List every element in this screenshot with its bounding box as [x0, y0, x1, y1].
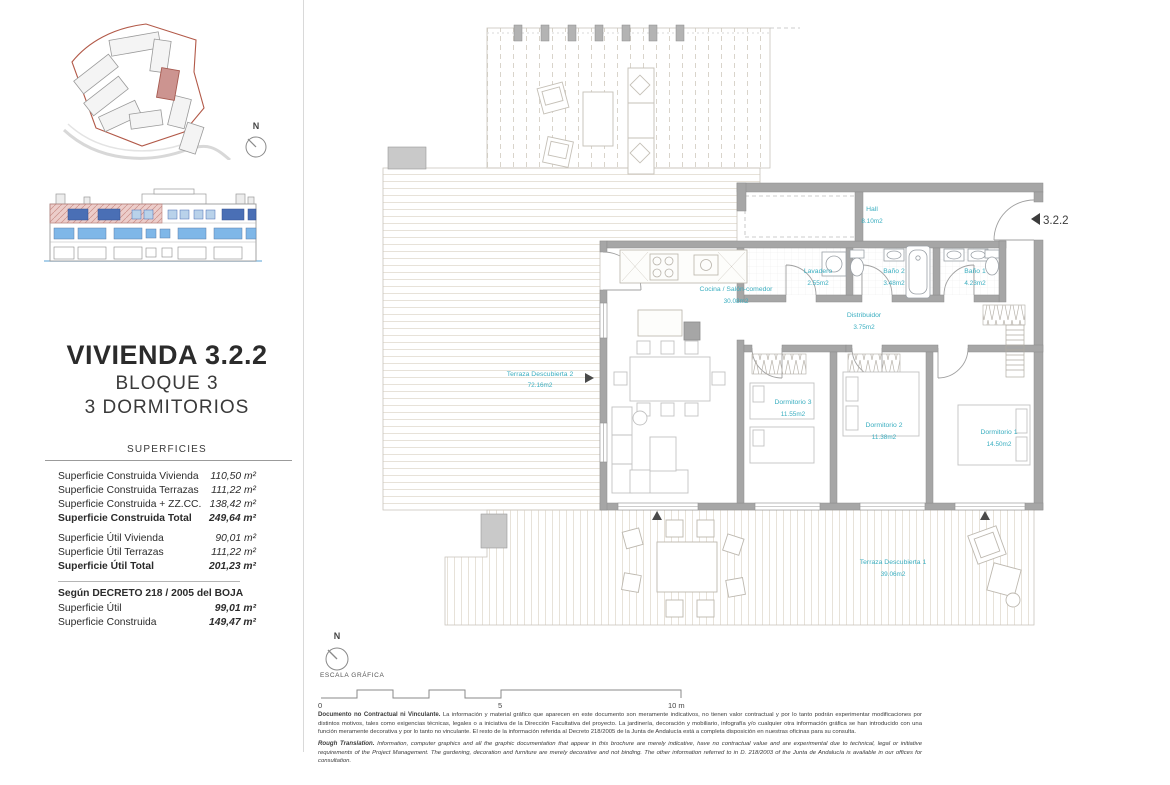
- site-buildings: [74, 32, 204, 154]
- bedrooms-subtitle: 3 DORMITORIOS: [84, 397, 250, 418]
- room-area: 3.48m2: [883, 280, 905, 287]
- table-row: Superficie Útil Terrazas 111,22 m²: [58, 547, 256, 558]
- room-area: 3.75m2: [853, 324, 875, 331]
- entrance-marker: [1031, 213, 1069, 227]
- coffee-table: [650, 437, 676, 471]
- room-area: 8.10m2: [861, 218, 883, 225]
- room-area: 4.23m2: [964, 280, 986, 287]
- scale-tick-10: 10 m: [668, 701, 685, 710]
- indoor-furniture: [612, 341, 1030, 493]
- scale-bar: [310, 684, 710, 710]
- surface-table: [58, 470, 256, 574]
- floor-plan: [330, 10, 1070, 640]
- room-area: 14.50m2: [986, 441, 1012, 448]
- room-label: Dormitorio 3: [774, 399, 812, 406]
- windows-ground-floor: [54, 247, 242, 259]
- room-label: Hall: [866, 206, 878, 213]
- terrace-lower: [445, 510, 1034, 625]
- disclaimer-en-title: Rough Translation.: [318, 740, 375, 747]
- scale-label: ESCALA GRÁFICA: [320, 672, 385, 679]
- room-area: 39.06m2: [880, 571, 906, 578]
- planter-upper: [388, 147, 426, 169]
- north-label-bottom: N: [333, 631, 341, 641]
- scale-tick-0: 0: [318, 701, 323, 710]
- table-row: Superficie Construida + ZZ.CC. 138,42 m²: [58, 499, 256, 510]
- table-row: Superficie Construida Terrazas 111,22 m²: [58, 485, 256, 496]
- block-subtitle: BLOQUE 3: [115, 373, 219, 394]
- table-row: Superficie Construida 149,47 m²: [58, 617, 256, 628]
- kitchen-fixtures: [620, 250, 747, 340]
- decreto-rule: [58, 581, 240, 582]
- room-label: Baño 1: [964, 268, 986, 275]
- deck-area: [383, 168, 760, 510]
- table-row-total: Superficie Construida Total 249,64 m²: [58, 513, 256, 524]
- scale-tick-5: 5: [498, 701, 503, 710]
- room-area: 72.16m2: [527, 382, 553, 389]
- superficies-header: SUPERFICIES: [127, 444, 207, 455]
- disclaimer-es-body: La información y material gráfico que aparecen en este documento son meramente indicativos, no tienen valor contractual y por lo tanto podrán experimentar modificaciones por distintos motivos, tales como exigencias técnicas, legales o a iniciativa de la Dirección Facultativa del proyecto. La jardinería, decoración y mobiliario, infografía y/o cualquier otra información gráfica se han introducido con una función meramente decorativa y por lo tanto no vinculante. El resto de la información referida al Decreto 218/2005 de la Junta de Andalucía está a completa disposición en nuestras oficinas para su consulta.: [318, 712, 923, 736]
- sidebar-divider: [303, 0, 304, 752]
- north-compass-bottom-icon: [320, 628, 360, 678]
- unit-number: 3.2.2: [1043, 215, 1069, 227]
- decreto-block: [58, 588, 256, 630]
- dashed-overhang-lines: [745, 196, 855, 237]
- dining-table: [630, 357, 710, 401]
- north-compass-top-icon: [240, 118, 274, 164]
- wardrobes: [752, 305, 1025, 377]
- room-label: Dormitorio 2: [865, 422, 903, 429]
- roof-elements: [56, 189, 254, 204]
- room-label: Terraza Descubierta 1: [859, 559, 927, 566]
- planter-lower: [481, 514, 507, 548]
- north-label-top: N: [252, 121, 260, 131]
- sofa: [612, 407, 632, 493]
- elevation-drawing: [42, 176, 264, 268]
- room-area: 11.38m2: [871, 434, 897, 441]
- room-label: Distribuidor: [846, 312, 882, 319]
- table-row-total: Superficie Útil Total 201,23 m²: [58, 561, 256, 572]
- room-label: Baño 2: [883, 268, 905, 275]
- entrance-door: [994, 200, 1034, 240]
- road: [64, 130, 230, 160]
- windows-mid-floor: [54, 228, 256, 239]
- table-row: Superficie Útil 99,01 m²: [58, 603, 256, 614]
- room-area: 30.08m2: [723, 298, 749, 305]
- table-row: Superficie Útil Vivienda 90,01 m²: [58, 533, 256, 544]
- superficies-rule: [45, 460, 292, 461]
- room-label: Cocina / Salón-comedor: [699, 286, 773, 293]
- deck-area: [445, 510, 1034, 625]
- disclaimer-es: [318, 711, 922, 736]
- decreto-header: Según DECRETO 218 / 2005 del BOJA: [58, 588, 244, 599]
- room-area: 2.55m2: [807, 280, 829, 287]
- site-plan: [58, 12, 270, 160]
- disclaimer-en: [318, 740, 922, 765]
- room-label: Terraza Descubierta 2: [506, 371, 574, 378]
- room-label: Lavadero: [803, 268, 833, 275]
- dorm1-door: [938, 348, 968, 378]
- disclaimer-en-body: Information, computer graphics and all the graphic documentation that appear in this brochure are merely indicative, have no contractual value and are experimental due to technical, legal or initiative requirements of the Project Management. The gardening, decoration and furniture are merely decorative and not binding. The other information referred to in D. 218/2003 of the Junta de Andalucía is available in our offices for consultation.: [318, 741, 922, 765]
- room-label: Dormitorio 1: [980, 429, 1018, 436]
- disclaimer-es-title: Documento no Contractual ni Vinculante.: [318, 711, 441, 718]
- room-area: 11.55m2: [780, 411, 806, 418]
- page-title: VIVIENDA 3.2.2: [66, 340, 268, 370]
- entrance-arrow-icon: [1031, 213, 1040, 225]
- table-row: Superficie Construida Vivienda 110,50 m²: [58, 471, 256, 482]
